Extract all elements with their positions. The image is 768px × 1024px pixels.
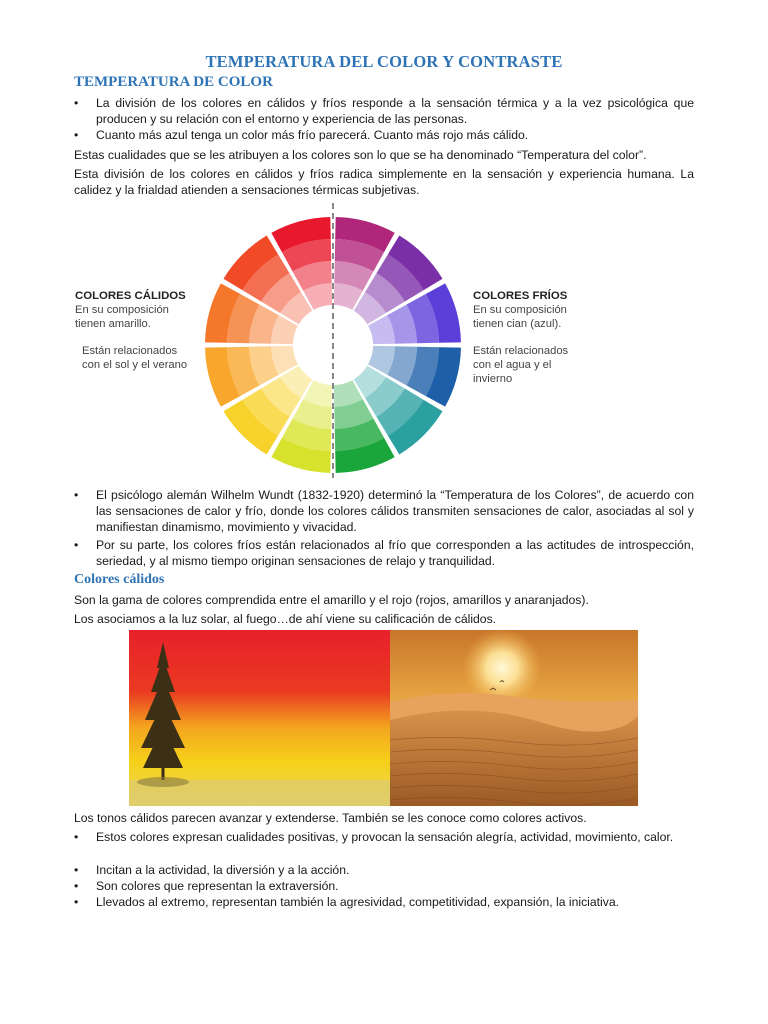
- bullet-icon: •: [74, 128, 79, 142]
- warm-tree-painting-image: [129, 630, 390, 806]
- bullet-item: • Por su parte, los colores fríos están relacionados al frío que corresponden a las actitudes de introspección, seriedad, y al mismo tiempo originan sensaciones de relajo y tranquilidad.: [74, 538, 694, 568]
- bullet-icon: •: [74, 488, 79, 502]
- section-heading-calidos: Colores cálidos: [74, 572, 165, 587]
- bullet-item: • Cuanto más azul tenga un color más frío parecerá. Cuanto más rojo más cálido.: [74, 128, 529, 142]
- desert-sunset-image: [390, 630, 638, 806]
- color-wheel-figure: [72, 203, 584, 478]
- bullet-icon: •: [74, 96, 79, 110]
- paragraph: Los tonos cálidos parecen avanzar y extenderse. También se les conoce como colores activos.: [74, 811, 587, 825]
- cool-colors-relation: Están relacionados con el agua y el invierno: [473, 345, 569, 385]
- paragraph: Esta división de los colores en cálidos y fríos radica simplemente en la sensación y experiencia humana. La calidez y la frialdad atienden a sensaciones térmicas subjetivas.: [74, 167, 694, 197]
- color-wheel: [72, 203, 584, 478]
- bullet-icon: •: [74, 879, 79, 893]
- bullet-icon: •: [74, 863, 79, 877]
- bullet-item: • Incitan a la actividad, la diversión y a la acción.: [74, 863, 350, 877]
- bullet-icon: •: [74, 830, 79, 844]
- paragraph: Los asociamos a la luz solar, al fuego…de ahí viene su calificación de cálidos.: [74, 612, 497, 626]
- bullet-item: • El psicólogo alemán Wilhelm Wundt (1832-1920) determinó la “Temperatura de los Colores”, de acuerdo con las sensaciones de calor y frío, donde los colores cálidos transmiten sensaciones de calor, asociadas al sol y manifiestan dinamismo, movimiento y vivacidad.: [74, 488, 694, 534]
- bullet-item: • La división de los colores en cálidos y fríos responde a la sensación térmica y a la vez psicológica que producen y su relación con el entorno y experiencia de las personas.: [74, 96, 694, 126]
- warm-colors-label: COLORES CÁLIDOS En su composición tienen amarillo.: [75, 290, 186, 330]
- bullet-icon: •: [74, 895, 79, 909]
- paragraph: Estas cualidades que se les atribuyen a los colores son lo que se ha denominado “Temperatura del color”.: [74, 148, 647, 162]
- cool-colors-label: COLORES FRÍOS En su composición tienen cian (azul).: [473, 290, 568, 330]
- paragraph: Son la gama de colores comprendida entre el amarillo y el rojo (rojos, amarillos y anaranjados).: [74, 593, 589, 607]
- bullet-icon: •: [74, 538, 79, 552]
- bullet-item: • Son colores que representan la extraversión.: [74, 879, 339, 893]
- section-heading-temperatura: TEMPERATURA DE COLOR: [74, 74, 273, 90]
- warm-colors-relation: Están relacionados con el sol y el verano: [82, 345, 188, 371]
- page-title: TEMPERATURA DEL COLOR Y CONTRASTE: [205, 52, 563, 71]
- bullet-item: • Estos colores expresan cualidades positivas, y provocan la sensación alegría, actividad, movimiento, calor.: [74, 830, 674, 844]
- bullet-item: • Llevados al extremo, representan también la agresividad, competitividad, expansión, la iniciativa.: [74, 895, 619, 909]
